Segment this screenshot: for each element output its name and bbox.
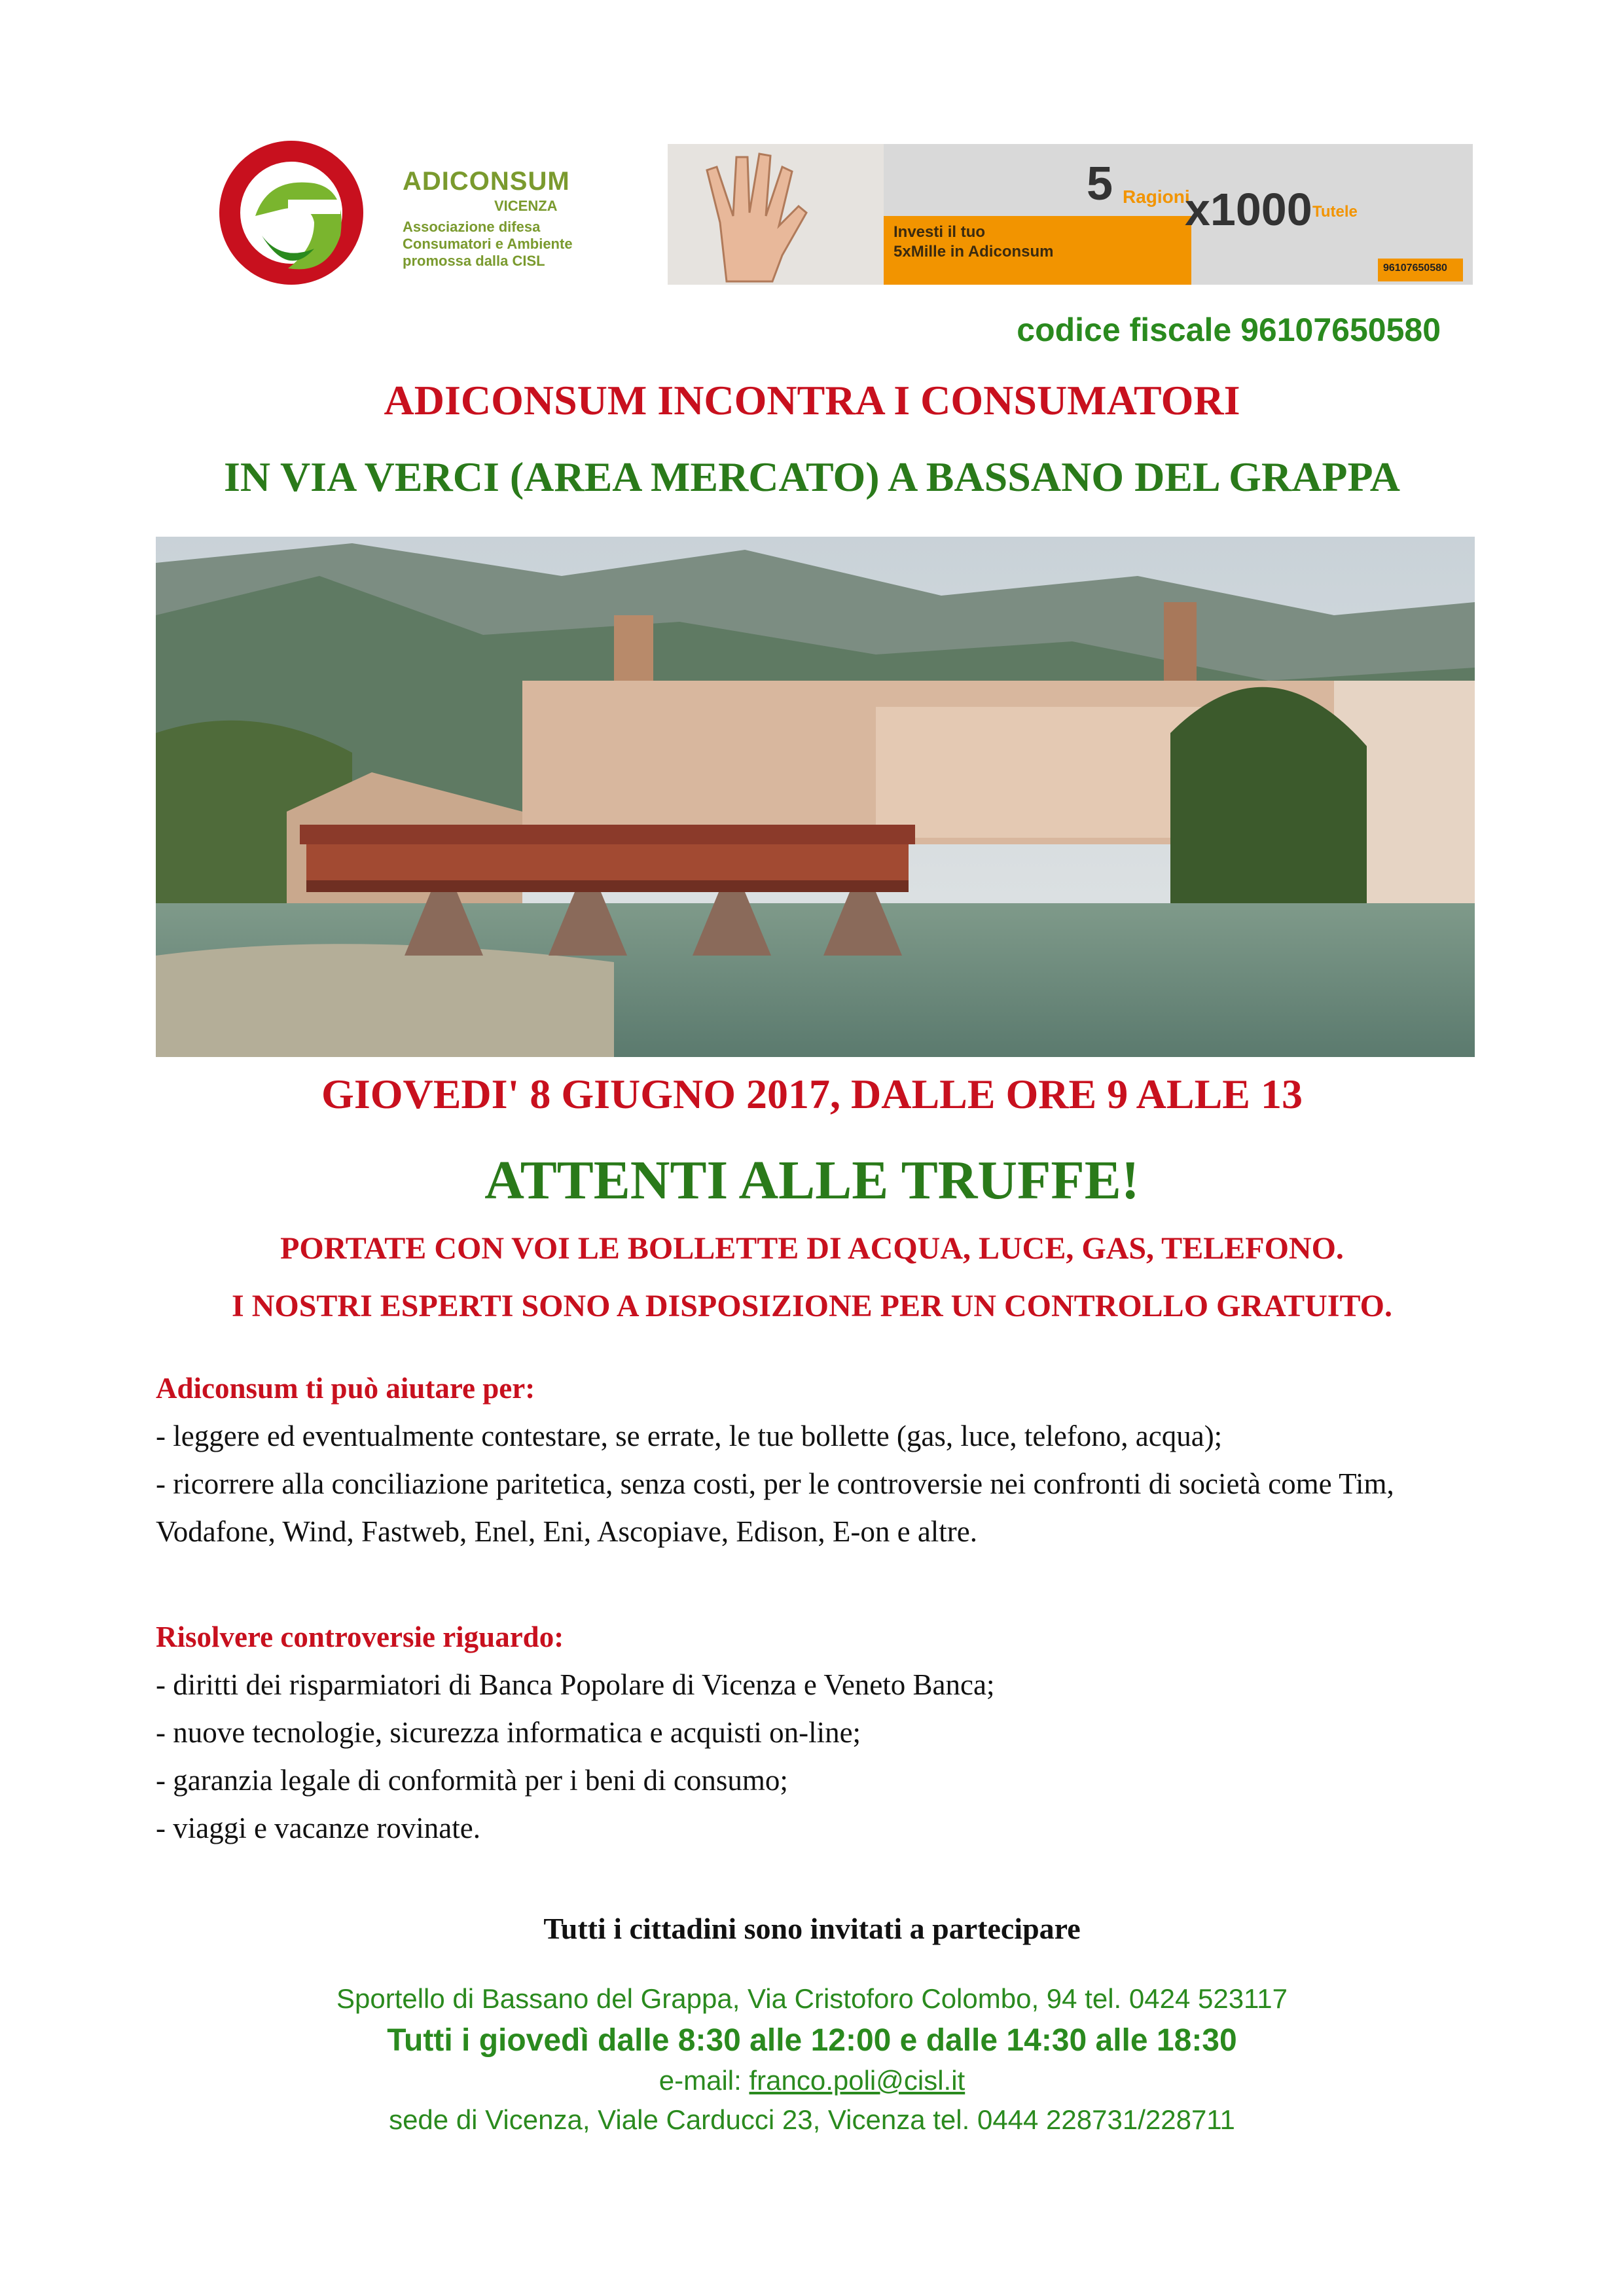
bring-bills-notice: PORTATE CON VOI LE BOLLETTE DI ACQUA, LUCE, GAS, TELEFONO. xyxy=(280,1231,1344,1266)
banner-invest-line: 5xMille in Adiconsum xyxy=(893,243,1054,260)
logo-description xyxy=(403,219,573,270)
5x1000-banner xyxy=(668,144,1473,285)
help-section-heading: Adiconsum ti può aiutare per: xyxy=(156,1372,535,1405)
banner-invest-line: Investi il tuo xyxy=(893,223,986,241)
disputes-section-item: - viaggi e vacanze rovinate. xyxy=(156,1812,480,1844)
banner-x1000: x1000 xyxy=(1185,184,1312,235)
event-date: GIOVEDI' 8 GIUGNO 2017, DALLE ORE 9 ALLE 13 xyxy=(321,1071,1303,1117)
invitation-line: Tutti i cittadini sono invitati a partecipare xyxy=(543,1912,1081,1945)
adiconsum-logo xyxy=(216,137,367,288)
footer-vicenza-address: sede di Vicenza, Viale Carducci 23, Vicenza tel. 0444 228731/228711 xyxy=(389,2104,1235,2135)
disputes-section-heading: Risolvere controversie riguardo: xyxy=(156,1621,564,1653)
footer-email-label: e-mail: xyxy=(659,2065,749,2096)
footer-email-link[interactable]: franco.poli@cisl.it xyxy=(749,2065,965,2096)
banner-cf: 96107650580 xyxy=(1378,259,1463,281)
hand-icon xyxy=(668,144,884,285)
help-section-item: - leggere ed eventualmente contestare, se errate, le tue bollette (gas, luce, telefono, acqua); xyxy=(156,1420,1223,1452)
footer-opening-hours: Tutti i giovedì dalle 8:30 alle 12:00 e dalle 14:30 alle 18:30 xyxy=(387,2023,1237,2058)
banner-five: 5 xyxy=(1087,158,1113,210)
logo-desc-line: Consumatori e Ambiente xyxy=(403,236,573,252)
logo-desc-line: promossa dalla CISL xyxy=(403,253,545,269)
footer-office-address: Sportello di Bassano del Grappa, Via Cristoforo Colombo, 94 tel. 0424 523117 xyxy=(336,1983,1288,2014)
hand-illustration xyxy=(668,144,884,285)
experts-notice: I NOSTRI ESPERTI SONO A DISPOSIZIONE PER UN CONTROLLO GRATUITO. xyxy=(232,1289,1392,1323)
codice-fiscale: codice fiscale 96107650580 xyxy=(1017,312,1441,348)
banner-tutele: Tutele xyxy=(1312,203,1358,221)
logo-name: ADICONSUM xyxy=(403,167,570,196)
warning-heading: ATTENTI ALLE TRUFFE! xyxy=(484,1150,1140,1211)
footer-email-line xyxy=(0,2065,1624,2096)
logo-city: VICENZA xyxy=(494,198,558,214)
disputes-section-item: - garanzia legale di conformità per i beni di consumo; xyxy=(156,1764,788,1797)
bassano-bridge-photo xyxy=(156,537,1475,1057)
help-section xyxy=(156,1365,1485,1556)
banner-invest-text xyxy=(893,223,1054,262)
disputes-section xyxy=(156,1613,1485,1852)
title-line-2: IN VIA VERCI (AREA MERCATO) A BASSANO DEL GRAPPA xyxy=(223,454,1401,500)
title-line-1: ADICONSUM INCONTRA I CONSUMATORI xyxy=(384,377,1240,423)
disputes-section-item: - nuove tecnologie, sicurezza informatica e acquisti on-line; xyxy=(156,1716,861,1749)
help-section-item: - ricorrere alla conciliazione paritetica, senza costi, per le controversie nei confronti di società come Tim, Vodafone, Wind, Fastweb, Enel, Eni, Ascopiave, Edison, E-on e altre. xyxy=(156,1467,1394,1548)
logo-text xyxy=(403,167,573,270)
banner-ragioni: Ragioni xyxy=(1123,187,1190,207)
logo-desc-line: Associazione difesa xyxy=(403,219,541,235)
disputes-section-item: - diritti dei risparmiatori di Banca Popolare di Vicenza e Veneto Banca; xyxy=(156,1668,995,1701)
